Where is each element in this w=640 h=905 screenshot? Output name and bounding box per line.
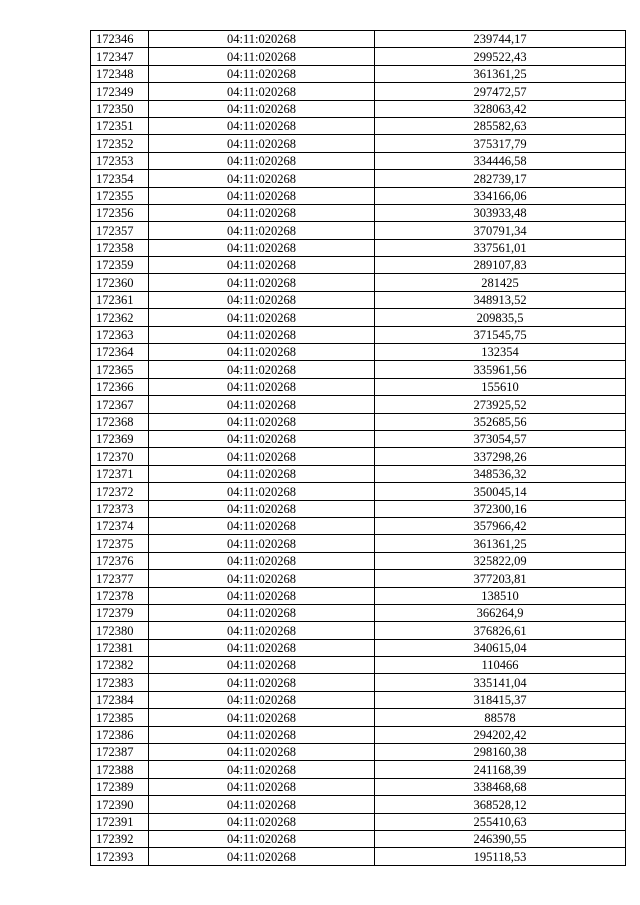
row-number-cell: 172370 [91,448,149,465]
amount-cell: 361361,25 [375,65,626,82]
table-row [91,152,626,169]
table-row [91,744,626,761]
amount-cell: 294202,42 [375,726,626,743]
cadastral-code-cell: 04:11:020268 [149,483,375,500]
cadastral-code-cell: 04:11:020268 [149,274,375,291]
cadastral-code-cell: 04:11:020268 [149,796,375,813]
cadastral-code-cell: 04:11:020268 [149,500,375,517]
row-number-cell: 172389 [91,778,149,795]
amount-cell: 281425 [375,274,626,291]
row-number-cell: 172366 [91,378,149,395]
cadastral-code-cell: 04:11:020268 [149,622,375,639]
amount-cell: 298160,38 [375,744,626,761]
row-number-cell: 172375 [91,535,149,552]
cadastral-code-cell: 04:11:020268 [149,257,375,274]
table-row [91,604,626,621]
cadastral-code-cell: 04:11:020268 [149,291,375,308]
amount-cell: 209835,5 [375,309,626,326]
row-number-cell: 172392 [91,830,149,847]
table-row [91,483,626,500]
row-number-cell: 172357 [91,222,149,239]
table-row [91,170,626,187]
table-row [91,65,626,82]
cadastral-code-cell: 04:11:020268 [149,709,375,726]
table-row [91,239,626,256]
row-number-cell: 172350 [91,100,149,117]
row-number-cell: 172362 [91,309,149,326]
table-row [91,552,626,569]
data-table [90,30,626,866]
row-number-cell: 172391 [91,813,149,830]
amount-cell: 246390,55 [375,830,626,847]
row-number-cell: 172347 [91,48,149,65]
amount-cell: 239744,17 [375,31,626,48]
cadastral-code-cell: 04:11:020268 [149,604,375,621]
table-row [91,535,626,552]
cadastral-code-cell: 04:11:020268 [149,691,375,708]
row-number-cell: 172369 [91,430,149,447]
table-row [91,187,626,204]
row-number-cell: 172346 [91,31,149,48]
table-row [91,813,626,830]
cadastral-code-cell: 04:11:020268 [149,83,375,100]
table-row [91,309,626,326]
amount-cell: 110466 [375,657,626,674]
amount-cell: 340615,04 [375,639,626,656]
cadastral-code-cell: 04:11:020268 [149,187,375,204]
row-number-cell: 172373 [91,500,149,517]
cadastral-code-cell: 04:11:020268 [149,361,375,378]
cadastral-code-cell: 04:11:020268 [149,100,375,117]
table-row [91,361,626,378]
table-row [91,117,626,134]
table-row [91,413,626,430]
row-number-cell: 172378 [91,587,149,604]
amount-cell: 350045,14 [375,483,626,500]
cadastral-code-cell: 04:11:020268 [149,517,375,534]
amount-cell: 335141,04 [375,674,626,691]
cadastral-code-cell: 04:11:020268 [149,396,375,413]
amount-cell: 348913,52 [375,291,626,308]
amount-cell: 348536,32 [375,465,626,482]
amount-cell: 255410,63 [375,813,626,830]
amount-cell: 370791,34 [375,222,626,239]
table-row [91,378,626,395]
table-row [91,465,626,482]
amount-cell: 337561,01 [375,239,626,256]
amount-cell: 273925,52 [375,396,626,413]
row-number-cell: 172356 [91,204,149,221]
row-number-cell: 172348 [91,65,149,82]
table-row [91,587,626,604]
amount-cell: 318415,37 [375,691,626,708]
data-table-body [91,31,626,866]
cadastral-code-cell: 04:11:020268 [149,117,375,134]
row-number-cell: 172360 [91,274,149,291]
row-number-cell: 172388 [91,761,149,778]
amount-cell: 299522,43 [375,48,626,65]
row-number-cell: 172384 [91,691,149,708]
table-row [91,448,626,465]
table-row [91,657,626,674]
amount-cell: 372300,16 [375,500,626,517]
table-row [91,830,626,847]
row-number-cell: 172377 [91,570,149,587]
row-number-cell: 172354 [91,170,149,187]
table-row [91,796,626,813]
cadastral-code-cell: 04:11:020268 [149,830,375,847]
cadastral-code-cell: 04:11:020268 [149,31,375,48]
table-row [91,31,626,48]
row-number-cell: 172353 [91,152,149,169]
row-number-cell: 172376 [91,552,149,569]
cadastral-code-cell: 04:11:020268 [149,657,375,674]
amount-cell: 368528,12 [375,796,626,813]
row-number-cell: 172355 [91,187,149,204]
row-number-cell: 172371 [91,465,149,482]
amount-cell: 334446,58 [375,152,626,169]
cadastral-code-cell: 04:11:020268 [149,135,375,152]
row-number-cell: 172387 [91,744,149,761]
row-number-cell: 172386 [91,726,149,743]
row-number-cell: 172372 [91,483,149,500]
row-number-cell: 172381 [91,639,149,656]
amount-cell: 371545,75 [375,326,626,343]
table-row [91,100,626,117]
table-row [91,204,626,221]
amount-cell: 361361,25 [375,535,626,552]
cadastral-code-cell: 04:11:020268 [149,309,375,326]
amount-cell: 297472,57 [375,83,626,100]
cadastral-code-cell: 04:11:020268 [149,204,375,221]
table-row [91,257,626,274]
cadastral-code-cell: 04:11:020268 [149,639,375,656]
table-row [91,344,626,361]
amount-cell: 338468,68 [375,778,626,795]
row-number-cell: 172393 [91,848,149,865]
table-row [91,222,626,239]
row-number-cell: 172374 [91,517,149,534]
cadastral-code-cell: 04:11:020268 [149,65,375,82]
table-row [91,517,626,534]
amount-cell: 138510 [375,587,626,604]
amount-cell: 373054,57 [375,430,626,447]
table-row [91,622,626,639]
amount-cell: 366264,9 [375,604,626,621]
table-row [91,500,626,517]
amount-cell: 303933,48 [375,204,626,221]
amount-cell: 195118,53 [375,848,626,865]
amount-cell: 377203,81 [375,570,626,587]
cadastral-code-cell: 04:11:020268 [149,378,375,395]
cadastral-code-cell: 04:11:020268 [149,465,375,482]
cadastral-code-cell: 04:11:020268 [149,778,375,795]
row-number-cell: 172380 [91,622,149,639]
amount-cell: 132354 [375,344,626,361]
table-row [91,726,626,743]
row-number-cell: 172365 [91,361,149,378]
table-row [91,83,626,100]
amount-cell: 285582,63 [375,117,626,134]
table-row [91,135,626,152]
cadastral-code-cell: 04:11:020268 [149,744,375,761]
table-row [91,430,626,447]
cadastral-code-cell: 04:11:020268 [149,848,375,865]
amount-cell: 337298,26 [375,448,626,465]
row-number-cell: 172359 [91,257,149,274]
table-row [91,48,626,65]
amount-cell: 328063,42 [375,100,626,117]
cadastral-code-cell: 04:11:020268 [149,326,375,343]
table-row [91,778,626,795]
cadastral-code-cell: 04:11:020268 [149,152,375,169]
table-row [91,761,626,778]
cadastral-code-cell: 04:11:020268 [149,430,375,447]
cadastral-code-cell: 04:11:020268 [149,344,375,361]
table-row [91,709,626,726]
amount-cell: 352685,56 [375,413,626,430]
table-row [91,396,626,413]
amount-cell: 282739,17 [375,170,626,187]
amount-cell: 357966,42 [375,517,626,534]
table-row [91,291,626,308]
cadastral-code-cell: 04:11:020268 [149,413,375,430]
row-number-cell: 172385 [91,709,149,726]
cadastral-code-cell: 04:11:020268 [149,761,375,778]
amount-cell: 155610 [375,378,626,395]
cadastral-code-cell: 04:11:020268 [149,448,375,465]
cadastral-code-cell: 04:11:020268 [149,674,375,691]
table-row [91,570,626,587]
row-number-cell: 172364 [91,344,149,361]
amount-cell: 376826,61 [375,622,626,639]
row-number-cell: 172368 [91,413,149,430]
row-number-cell: 172383 [91,674,149,691]
row-number-cell: 172382 [91,657,149,674]
cadastral-code-cell: 04:11:020268 [149,726,375,743]
amount-cell: 375317,79 [375,135,626,152]
amount-cell: 88578 [375,709,626,726]
row-number-cell: 172367 [91,396,149,413]
cadastral-code-cell: 04:11:020268 [149,222,375,239]
cadastral-code-cell: 04:11:020268 [149,587,375,604]
row-number-cell: 172361 [91,291,149,308]
row-number-cell: 172379 [91,604,149,621]
table-row [91,691,626,708]
table-row [91,274,626,291]
row-number-cell: 172351 [91,117,149,134]
table-row [91,848,626,865]
cadastral-code-cell: 04:11:020268 [149,552,375,569]
cadastral-code-cell: 04:11:020268 [149,813,375,830]
row-number-cell: 172349 [91,83,149,100]
row-number-cell: 172363 [91,326,149,343]
row-number-cell: 172358 [91,239,149,256]
cadastral-code-cell: 04:11:020268 [149,48,375,65]
amount-cell: 289107,83 [375,257,626,274]
amount-cell: 334166,06 [375,187,626,204]
cadastral-code-cell: 04:11:020268 [149,239,375,256]
amount-cell: 325822,09 [375,552,626,569]
cadastral-code-cell: 04:11:020268 [149,570,375,587]
amount-cell: 241168,39 [375,761,626,778]
row-number-cell: 172390 [91,796,149,813]
table-row [91,326,626,343]
amount-cell: 335961,56 [375,361,626,378]
row-number-cell: 172352 [91,135,149,152]
cadastral-code-cell: 04:11:020268 [149,170,375,187]
table-row [91,674,626,691]
cadastral-code-cell: 04:11:020268 [149,535,375,552]
table-row [91,639,626,656]
